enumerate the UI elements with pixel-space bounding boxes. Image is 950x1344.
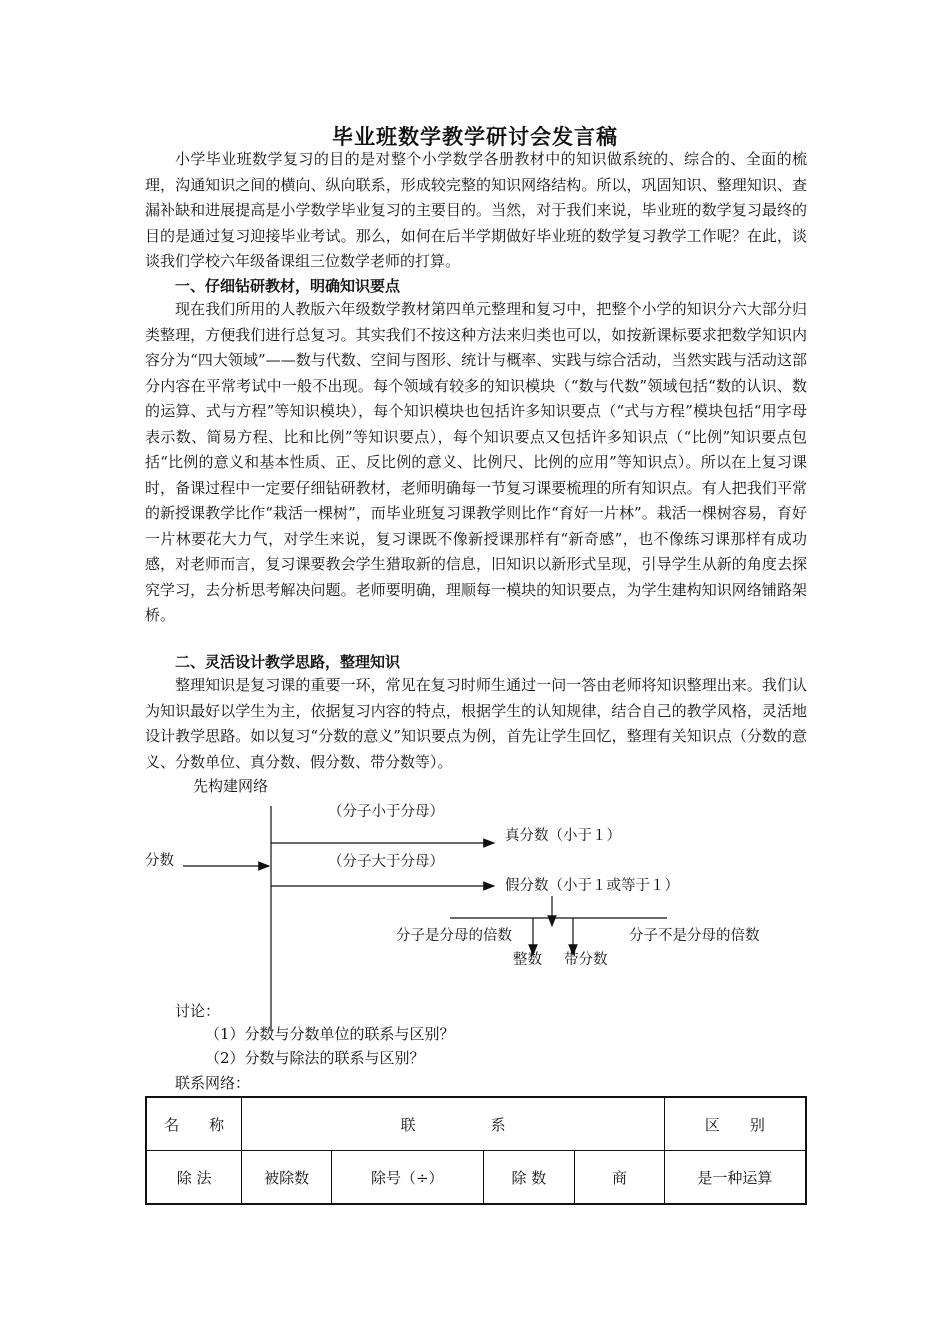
- header-difference: 区 别: [664, 1097, 806, 1151]
- cell-divisor: 除 数: [483, 1151, 575, 1205]
- discussion-q1: （1）分数与分数单位的联系与区别？: [205, 1025, 455, 1043]
- cell-dividend: 被除数: [242, 1151, 332, 1205]
- header-name: 名 称: [146, 1097, 242, 1151]
- diagram-cond-improper: （分子大于分母）: [328, 854, 444, 870]
- relation-table: [145, 1096, 807, 1205]
- section2-body: 整理知识是复习课的重要一环，常见在复习时师生通过一问一答由老师将知识整理出来。我们认为知识最好以学生为主，依据复习内容的特点，根据学生的认知规律，结合自己的教学风格，灵活地设计教学思路。如以复习“分数的意义”知识要点为例，首先让学生回忆，整理有关知识点（分数的意义、分数单位、真分数、假分数、带分数等）。: [145, 676, 807, 771]
- page-title: 毕业班数学教学研讨会发言稿: [332, 124, 618, 149]
- section1-body: 现在我们所用的人教版六年级数学教材第四单元整理和复习中，把整个小学的知识分六大部分归类整理，方便我们进行总复习。其实我们不按这种方法来归类也可以，如按新课标要求把数学知识内容分为“四大领域”——数与代数、空间与图形、统计与概率、实践与综合活动，当然实践与活动这部分内容在平常考试中一般不出现。每个领域有较多的知识模块（“数与代数”领域包括“数的认识、数的运算、式与方程”等知识模块），每个知识模块也包括许多知识要点（“式与方程”模块包括“用字母表示数、简易方程、比和比例”等知识要点），每个知识要点又包括许多知识点（“比例”知识要点包括“比例的意义和基本性质、正、反比例的意义、比例尺、比例的应用”等知识点）。所以在上复习课时，备课过程中一定要仔细钻研教材，老师明确每一节复习课要梳理的所有知识点。有人把我们平常的新授课教学比作“栽活一棵树”，而毕业班复习课教学则比作“育好一片林”。栽活一棵树容易，育好一片林要花大力气，对学生来说，复习课既不像新授课那样有“新奇感”，也不像练习课那样有成功感，对老师而言，复习课要教会学生猎取新的信息，旧知识以新形式呈现，引导学生从新的角度去探究学习，去分析思考解决问题。老师要明确，理顺每一模块的知识要点，为学生建构知识网络铺路架桥。: [145, 300, 807, 624]
- table-row: [146, 1151, 806, 1205]
- section2-heading: 二、灵活设计教学思路，整理知识: [175, 653, 401, 671]
- table-header-row: [146, 1097, 806, 1151]
- diagram-not-multiple: 分子不是分母的倍数: [629, 928, 760, 944]
- diagram-proper: 真分数（小于１）: [505, 828, 621, 844]
- diagram-cond-proper: （分子小于分母）: [328, 804, 444, 820]
- diagram-mixed: 带分数: [564, 952, 608, 968]
- diagram-multiple: 分子是分母的倍数: [396, 928, 512, 944]
- network-intro: 先构建网络: [193, 777, 269, 795]
- header-relation: 联 系: [242, 1097, 665, 1151]
- discussion-label: 讨论：: [175, 1002, 221, 1020]
- cell-division: 除 法: [146, 1151, 242, 1205]
- section1-heading: 一、仔细钻研教材，明确知识要点: [175, 277, 401, 295]
- diagram-integer: 整数: [513, 952, 542, 968]
- cell-operation: 是一种运算: [664, 1151, 806, 1205]
- discussion-q2: （2）分数与除法的联系与区别？: [205, 1049, 425, 1067]
- cell-quotient: 商: [575, 1151, 665, 1205]
- diagram-root: 分数: [145, 853, 174, 869]
- cell-division-sign: 除号（÷）: [331, 1151, 483, 1205]
- diagram-improper: 假分数（小于１或等于１）: [505, 878, 679, 894]
- table-title: 联系网络：: [175, 1074, 251, 1092]
- intro-paragraph: 小学毕业班数学复习的目的是对整个小学数学各册教材中的知识做系统的、综合的、全面的梳理，沟通知识之间的横向、纵向联系，形成较完整的知识网络结构。所以，巩固知识、整理知识、查漏补缺和进展提高是小学数学毕业复习的主要目的。当然，对于我们来说，毕业班的数学复习最终的目的是通过复习迎接毕业考试。那么，如何在后半学期做好毕业班的数学复习教学工作呢？在此，谈谈我们学校六年级备课组三位数学老师的打算。: [145, 150, 807, 270]
